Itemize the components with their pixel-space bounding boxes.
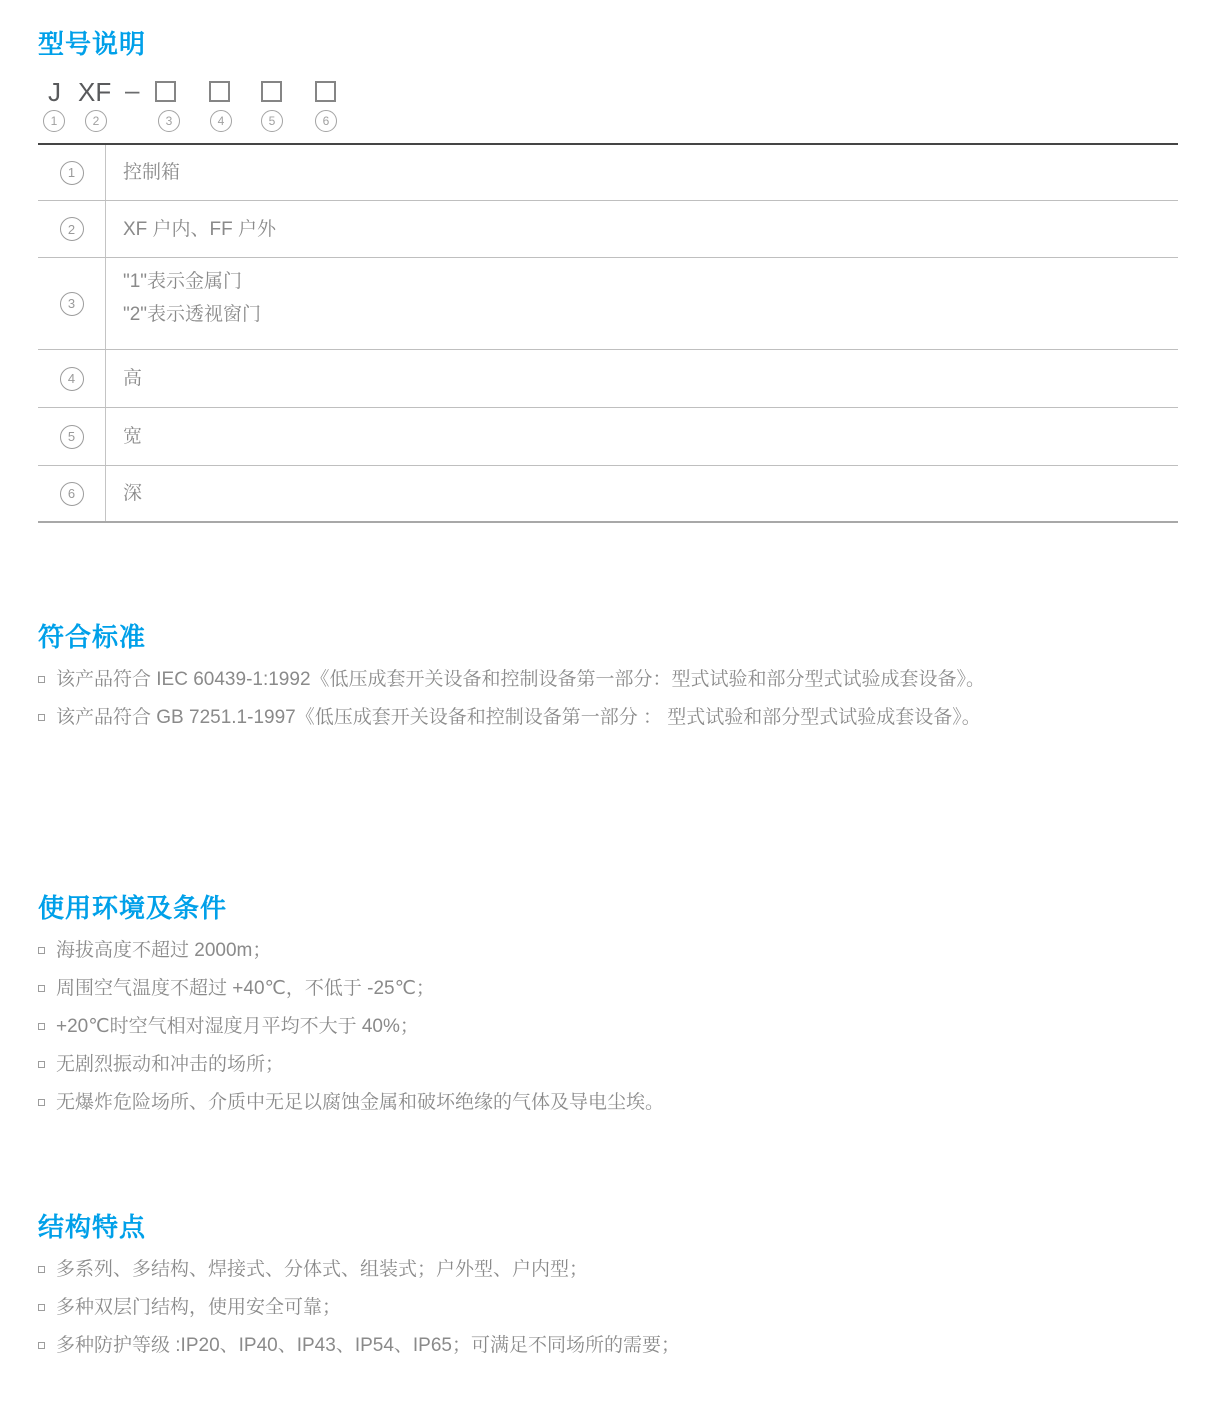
code-box [155,81,176,102]
list-item-text: 多种双层门结构，使用安全可靠； [56,1297,342,1318]
circled-number: 4 [60,367,84,391]
row-desc-cell [106,466,1178,521]
row-desc-text: "1"表示金属门 [123,271,243,292]
list-item [38,1260,1178,1280]
square-bullet-icon [38,714,45,721]
list-item [38,1336,1178,1356]
table-row [38,466,1178,521]
row-desc-text: "2"表示透视窗门 [123,304,262,325]
model-section-title: 型号说明 [38,29,147,59]
list-item [38,1055,1178,1075]
code-dash: – [125,75,140,105]
list-item [38,979,1178,999]
code-letter-j: J [48,77,61,107]
code-marker-2: 2 [85,110,107,132]
row-desc-cell [106,408,1178,465]
circled-number: 6 [60,482,84,506]
circled-number: 2 [60,217,84,241]
model-code-diagram [38,76,1178,134]
list-item [38,1298,1178,1318]
square-bullet-icon [38,1342,45,1349]
row-desc-text: 控制箱 [123,162,181,183]
list-item [38,1017,1178,1037]
list-item-text: 多种防护等级 :IP20、IP40、IP43、IP54、IP65；可满足不同场所的需要； [56,1335,680,1356]
row-number-cell [38,408,106,465]
standards-section-title: 符合标准 [38,622,147,652]
square-bullet-icon [38,985,45,992]
table-row [38,145,1178,201]
list-item-text: 海拔高度不超过 2000m； [56,940,272,961]
row-desc-cell [106,201,1178,257]
code-marker-4: 4 [210,110,232,132]
row-number-cell [38,201,106,257]
row-number-cell [38,258,106,349]
square-bullet-icon [38,1023,45,1030]
circled-number: 1 [60,161,84,185]
row-desc-cell [106,145,1178,200]
row-desc-text: 高 [123,368,143,389]
code-box [315,81,336,102]
model-spec-table [38,143,1178,523]
environment-list [38,941,1178,1113]
features-list [38,1260,1178,1356]
list-item [38,670,1178,690]
row-desc-text: 深 [123,483,143,504]
square-bullet-icon [38,676,45,683]
code-letter-xf: XF [78,77,112,107]
row-desc-cell [106,350,1178,407]
list-item [38,708,1178,728]
list-item [38,1093,1178,1113]
row-number-cell [38,350,106,407]
table-row [38,350,1178,408]
list-item-text: 该产品符合 IEC 60439-1:1992《低压成套开关设备和控制设备第一部分：型式试验和部分型式试验成套设备》。 [56,669,986,690]
table-row [38,408,1178,466]
list-item-text: 周围空气温度不超过 +40℃，不低于 -25℃； [56,978,435,999]
code-box [209,81,230,102]
code-marker-6: 6 [315,110,337,132]
list-item-text: 该产品符合 GB 7251.1-1997《低压成套开关设备和控制设备第一部分 ： 型式试验和部分型式试验成套设备》。 [56,707,981,728]
list-item-text: +20℃时空气相对湿度月平均不大于 40%； [56,1016,419,1037]
square-bullet-icon [38,947,45,954]
row-desc-cell [106,258,1178,349]
list-item-text: 多系列、多结构、焊接式、分体式、组装式；户外型、户内型； [56,1259,589,1280]
circled-number: 5 [60,425,84,449]
list-item-text: 无爆炸危险场所、介质中无足以腐蚀金属和破坏绝缘的气体及导电尘埃。 [56,1092,665,1113]
standards-list [38,670,1178,728]
list-item-text: 无剧烈振动和冲击的场所； [56,1054,285,1075]
row-number-cell [38,466,106,521]
code-marker-3: 3 [158,110,180,132]
circled-number: 3 [60,292,84,316]
table-row [38,201,1178,258]
square-bullet-icon [38,1099,45,1106]
environment-section-title: 使用环境及条件 [38,893,228,923]
row-desc-text: 宽 [123,426,143,447]
row-number-cell [38,145,106,200]
square-bullet-icon [38,1266,45,1273]
square-bullet-icon [38,1061,45,1068]
features-section-title: 结构特点 [38,1212,147,1242]
code-marker-1: 1 [43,110,65,132]
list-item [38,941,1178,961]
row-desc-text: XF 户内、FF 户外 [123,218,277,240]
code-marker-5: 5 [261,110,283,132]
square-bullet-icon [38,1304,45,1311]
table-row [38,258,1178,350]
code-box [261,81,282,102]
